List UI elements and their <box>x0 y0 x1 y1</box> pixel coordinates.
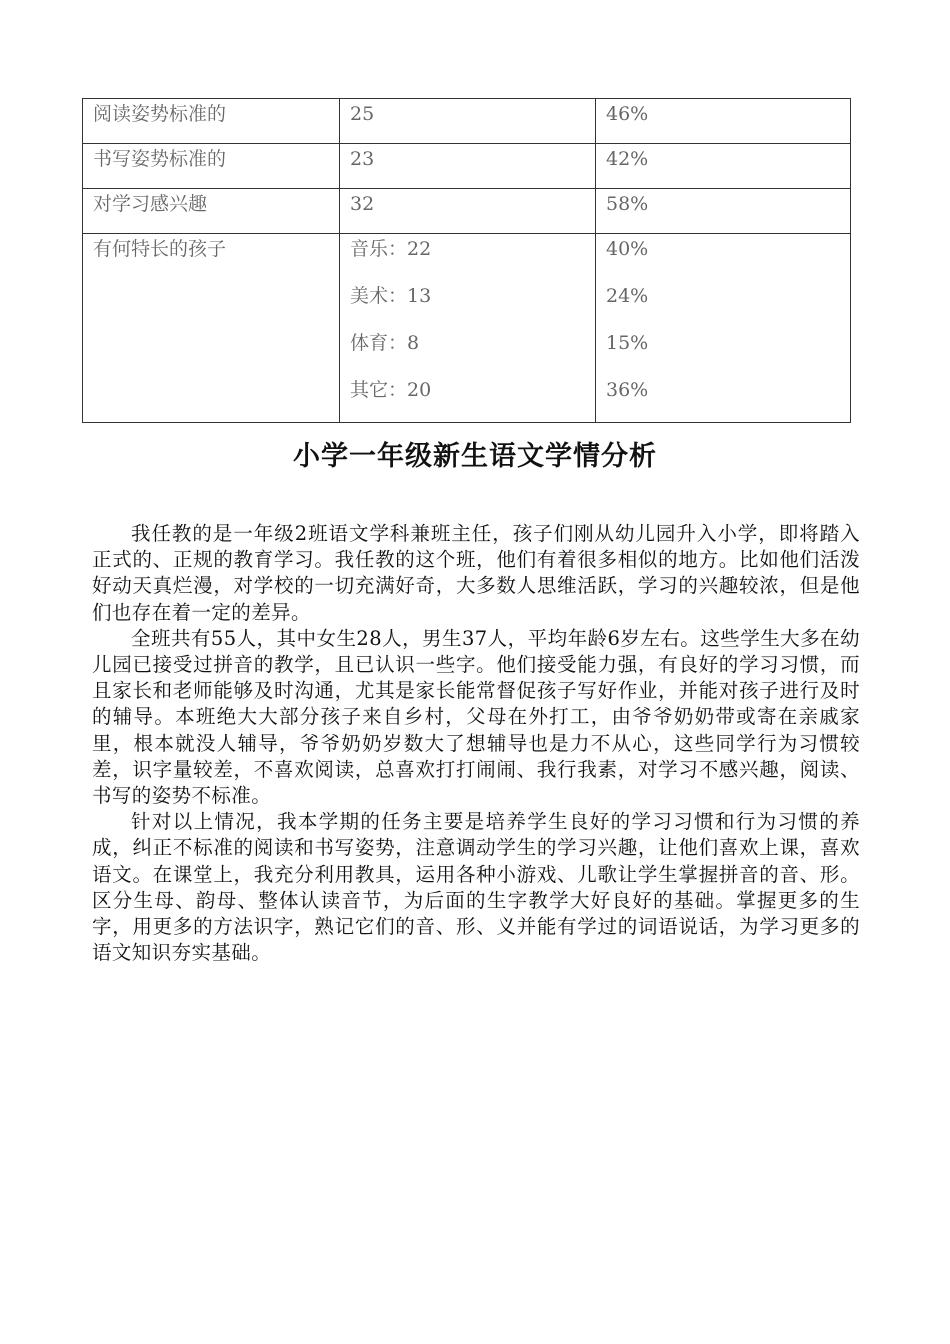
document-title: 小学一年级新生语文学情分析 <box>293 441 657 472</box>
table-row <box>83 99 851 144</box>
specialty-sports: 体育：8 <box>350 332 420 354</box>
row-label: 书写姿势标准的 <box>83 144 340 189</box>
row-percent: 46% <box>596 99 851 144</box>
paragraph: 全班共有55人，其中女生28人，男生37人，平均年龄6岁左右。这些学生大多在幼儿园已接受过拼音的教学，且已认识一些字。他们接受能力强，有良好的学习习惯，而且家长和老师能够及时沟通，尤其是家长能常督促孩子写好作业，并能对孩子进行及时的辅导。本班绝大大部分孩子来自乡村，父母在外打工，由爷爷奶奶带或寄在亲戚家里，根本就没人辅导，爷爷奶奶岁数大了想辅导也是力不从心，这些同学行为习惯较差，识字量较差，不喜欢阅读，总喜欢打打闹闹、我行我素，对学习不感兴趣，阅读、书写的姿势不标准。 <box>92 626 860 808</box>
row-label: 阅读姿势标准的 <box>83 99 340 144</box>
row-label <box>83 234 340 423</box>
specialty-art: 美术：13 <box>350 285 432 307</box>
table-row-specialty <box>83 234 851 423</box>
paragraph: 针对以上情况，我本学期的任务主要是培养学生良好的学习习惯和行为习惯的养成，纠正不标准的阅读和书写姿势，注意调动学生的学习兴趣，让他们喜欢上课，喜欢语文。在课堂上，我充分利用教具，运用各种小游戏、儿歌让学生掌握拼音的音、形。区分生母、韵母、整体认读音节，为后面的生字教学大好良好的基础。掌握更多的生字，用更多的方法识字，熟记它们的音、形、义并能有学过的词语说话，为学习更多的语文知识夯实基础。 <box>92 810 860 965</box>
specialty-music: 音乐：22 <box>350 238 432 260</box>
specialty-art-percent: 24% <box>606 285 649 307</box>
table-row <box>83 189 851 234</box>
row-label: 对学习感兴趣 <box>83 189 340 234</box>
row-count: 23 <box>340 144 596 189</box>
specialty-other: 其它：20 <box>350 379 432 401</box>
specialty-sports-percent: 15% <box>606 332 649 354</box>
specialty-percents <box>596 234 851 423</box>
row-percent: 58% <box>596 189 851 234</box>
student-stats-table <box>82 98 851 423</box>
specialty-other-percent: 36% <box>606 379 649 401</box>
specialty-counts <box>340 234 596 423</box>
specialty-label: 有何特长的孩子 <box>93 238 227 260</box>
row-count: 25 <box>340 99 596 144</box>
specialty-music-percent: 40% <box>606 238 649 260</box>
paragraph: 我任教的是一年级2班语文学科兼班主任，孩子们刚从幼儿园升入小学，即将踏入正式的、正规的教育学习。我任教的这个班，他们有着很多相似的地方。比如他们活泼好动天真烂漫，对学校的一切充满好奇，大多数人思维活跃，学习的兴趣较浓，但是他们也存在着一定的差异。 <box>92 522 860 624</box>
body-text <box>92 521 860 966</box>
row-count: 32 <box>340 189 596 234</box>
row-percent: 42% <box>596 144 851 189</box>
table-row <box>83 144 851 189</box>
